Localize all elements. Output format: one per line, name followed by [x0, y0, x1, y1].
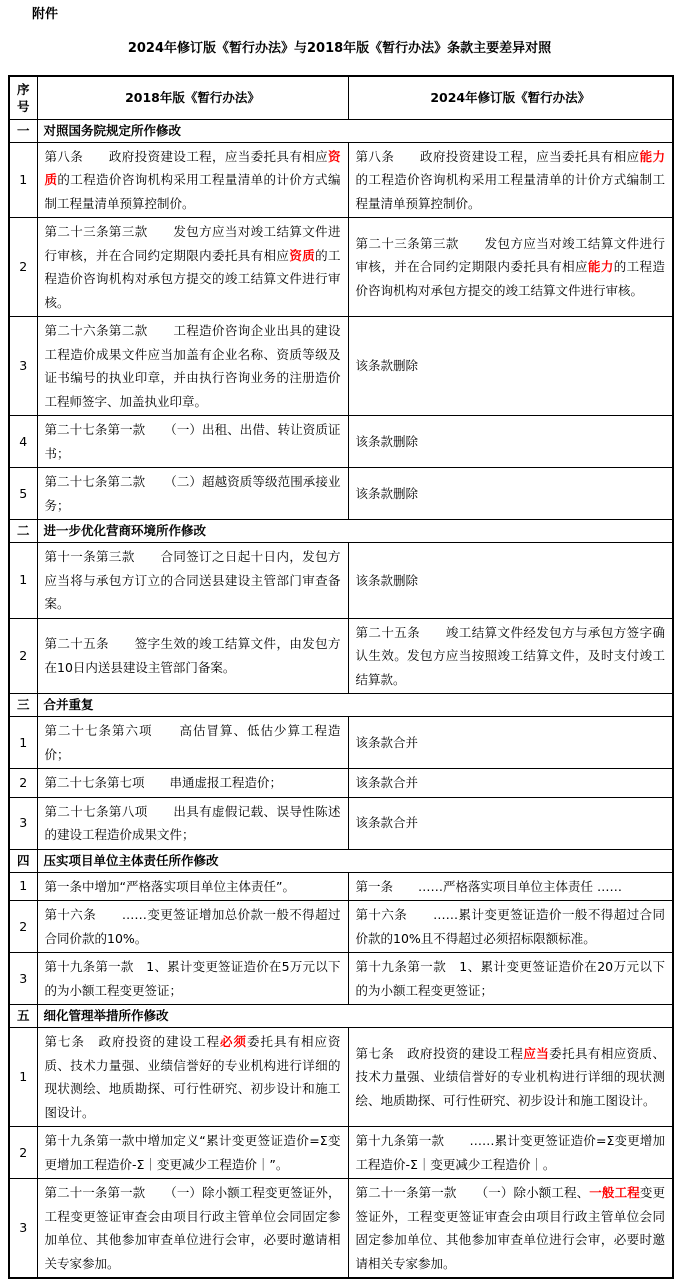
text-segment: 变更签证外，工程变更签证审查会由项目行政主管单位会同固定参加单位、其他参加审查单位进行会审，必要时邀请相关专家参加。 — [355, 1185, 665, 1271]
highlighted-term: 能力 — [639, 148, 665, 164]
table-row — [9, 218, 673, 317]
cell-2024-clause — [348, 797, 673, 849]
text-segment: 第一条 ……严格落实项目单位主体责任 …… — [355, 878, 622, 894]
cell-2024-clause — [348, 1179, 673, 1279]
text-segment: 第十六条 ……变更签证增加总价款一般不得超过合同价款的10%。 — [44, 907, 341, 946]
row-number: 2 — [9, 901, 37, 953]
section-row — [9, 119, 673, 142]
page-title: 2024年修订版《暂行办法》与2018年版《暂行办法》条款主要差异对照 — [127, 41, 552, 56]
table-row — [9, 797, 673, 849]
table-row — [9, 953, 673, 1005]
cell-2024-clause — [348, 953, 673, 1005]
table-row — [9, 872, 673, 901]
header-cell-2024: 2024年修订版《暂行办法》 — [348, 76, 673, 119]
section-row — [9, 1005, 673, 1028]
row-number: 1 — [9, 717, 37, 769]
text-segment: 第十九条第一款中增加定义“累计变更签证造价=Σ变更增加工程造价-Σ｜变更减少工程造价｜”。 — [44, 1133, 341, 1172]
table-row — [9, 717, 673, 769]
row-number: 2 — [9, 769, 37, 798]
text-segment: 第二十五条 竣工结算文件经发包方与承包方签字确认生效。发包方应当按照竣工结算文件，及时支付竣工结算款。 — [355, 624, 665, 687]
table-row — [9, 142, 673, 218]
cell-2018-clause — [37, 1179, 348, 1279]
section-row — [9, 520, 673, 543]
cell-2018-clause — [37, 317, 348, 416]
cell-2018-clause — [37, 142, 348, 218]
text-segment: 第七条 政府投资的建设工程 — [355, 1045, 524, 1061]
text-segment: 该条款删除 — [355, 572, 419, 588]
highlighted-term: 能力 — [587, 259, 614, 275]
section-title: 对照国务院规定所作修改 — [37, 119, 673, 142]
row-number: 1 — [9, 1028, 37, 1127]
text-segment: 该条款删除 — [355, 358, 419, 374]
cell-2018-clause — [37, 618, 348, 694]
row-number: 1 — [9, 543, 37, 619]
row-number: 5 — [9, 468, 37, 520]
section-number: 三 — [9, 694, 37, 717]
cell-2018-clause — [37, 543, 348, 619]
table-row — [9, 317, 673, 416]
text-segment: 第二十七条第六项 高估冒算、低估少算工程造价； — [44, 723, 341, 762]
row-number: 3 — [9, 1179, 37, 1279]
cell-2024-clause — [348, 416, 673, 468]
row-number: 1 — [9, 872, 37, 901]
text-segment: 该条款合并 — [355, 775, 419, 790]
text-segment: 第一条中增加“严格落实项目单位主体责任”。 — [44, 878, 295, 894]
text-segment: 第二十七条第七项 串通虚报工程造价； — [44, 775, 283, 790]
text-segment: 第二十三条第三款 发包方应当对竣工结算文件进行审核，并在合同约定期限内委托具有相应 — [44, 224, 341, 263]
cell-2018-clause — [37, 1127, 348, 1179]
section-number: 四 — [9, 849, 37, 872]
text-segment: 第十一条第三款 合同签订之日起十日内，发包方应当将与承包方订立的合同送县建设主管部门审查备案。 — [44, 549, 341, 611]
text-segment: 的工程造价咨询机构采用工程量清单的计价方式编制工程量清单预算控制价。 — [44, 172, 341, 211]
section-title: 合并重复 — [37, 694, 673, 717]
cell-2024-clause — [348, 618, 673, 694]
text-segment: 该条款删除 — [355, 485, 419, 501]
cell-2024-clause — [348, 1127, 673, 1179]
text-segment: 该条款合并 — [355, 815, 419, 831]
row-number: 3 — [9, 953, 37, 1005]
text-segment: 的工程造价咨询机构对承包方提交的竣工结算文件进行审核。 — [44, 247, 341, 310]
header-cell-no: 序号 — [9, 76, 37, 119]
section-number: 一 — [9, 119, 37, 142]
text-segment: 该条款合并 — [355, 734, 419, 750]
text-segment: 第八条 政府投资建设工程，应当委托具有相应 — [355, 148, 640, 164]
table-row — [9, 1127, 673, 1179]
text-segment: 第二十七条第二款 （二）超越资质等级范围承接业务； — [44, 474, 341, 513]
row-number: 3 — [9, 317, 37, 416]
cell-2018-clause — [37, 872, 348, 901]
text-segment: 的工程造价咨询机构对承包方提交的竣工结算文件进行审核。 — [355, 259, 665, 298]
header-cell-2018: 2018年版《暂行办法》 — [37, 76, 348, 119]
table-row — [9, 543, 673, 619]
row-number: 2 — [9, 1127, 37, 1179]
section-number: 二 — [9, 520, 37, 543]
row-number: 1 — [9, 142, 37, 218]
text-segment: 第二十七条第八项 出具有虚假记载、误导性陈述的建设工程造价成果文件； — [44, 803, 341, 842]
text-segment: 第十九条第一款 1、累计变更签证造价在20万元以下的为小额工程变更签证； — [355, 959, 665, 998]
highlighted-term: 资质 — [44, 148, 341, 187]
text-segment: 第二十三条第三款 发包方应当对竣工结算文件进行审核，并在合同约定期限内委托具有相应 — [355, 235, 665, 275]
cell-2018-clause — [37, 468, 348, 520]
text-segment: 第二十一条第一款 （一）除小额工程、 — [355, 1185, 590, 1200]
table-row — [9, 468, 673, 520]
cell-2024-clause — [348, 717, 673, 769]
cell-2018-clause — [37, 1028, 348, 1127]
highlighted-term: 一般工程 — [589, 1185, 640, 1200]
row-number: 3 — [9, 797, 37, 849]
section-title: 进一步优化营商环境所作修改 — [37, 520, 673, 543]
text-segment: 第二十七条第一款 （一）出租、出借、转让资质证书； — [44, 422, 341, 461]
table-row — [9, 1028, 673, 1127]
cell-2024-clause — [348, 468, 673, 520]
cell-2018-clause — [37, 416, 348, 468]
table-header-row — [9, 76, 673, 119]
cell-2018-clause — [37, 901, 348, 953]
highlighted-term: 必须 — [219, 1034, 247, 1049]
diff-table-body — [9, 119, 673, 1278]
cell-2018-clause — [37, 953, 348, 1005]
text-segment: 第八条 政府投资建设工程，应当委托具有相应 — [44, 148, 328, 164]
section-title: 细化管理举措所作修改 — [37, 1005, 673, 1028]
row-number: 2 — [9, 618, 37, 694]
table-row — [9, 901, 673, 953]
text-segment: 的工程造价咨询机构采用工程量清单的计价方式编制工程量清单预算控制价。 — [355, 172, 665, 211]
section-number: 五 — [9, 1005, 37, 1028]
table-row — [9, 618, 673, 694]
cell-2024-clause — [348, 317, 673, 416]
table-row — [9, 1179, 673, 1279]
text-segment: 第十六条 ……累计变更签证造价一般不得超过合同价款的10%且不得超过必须招标限额标准。 — [355, 907, 665, 946]
section-title: 压实项目单位主体责任所作修改 — [37, 849, 673, 872]
text-segment: 第二十一条第一款 （一）除小额工程变更签证外，工程变更签证审查会由项目行政主管单位会同固定参加单位、其他参加审查单位进行会审，必要时邀请相关专家参加。 — [44, 1185, 341, 1271]
text-segment: 第十九条第一款 1、累计变更签证造价在5万元以下的为小额工程变更签证； — [44, 959, 341, 998]
text-segment: 第七条 政府投资的建设工程 — [44, 1034, 220, 1049]
cell-2024-clause — [348, 218, 673, 317]
cell-2024-clause — [348, 901, 673, 953]
cell-2018-clause — [37, 769, 348, 798]
text-segment: 委托具有相应资质、技术力量强、业绩信誉好的专业机构进行详细的现状测绘、地质勘探、可行性研究、初步设计和施工图设计。 — [44, 1034, 341, 1120]
cell-2024-clause — [348, 543, 673, 619]
attachment-label: 附件 — [32, 7, 59, 22]
section-row — [9, 694, 673, 717]
table-row — [9, 416, 673, 468]
text-segment: 第十九条第一款 ……累计变更签证造价=Σ变更增加工程造价-Σ｜变更减少工程造价｜。 — [355, 1133, 665, 1172]
text-segment: 该条款删除 — [355, 433, 419, 449]
row-number: 4 — [9, 416, 37, 468]
text-segment: 第二十五条 签字生效的竣工结算文件，由发包方在10日内送县建设主管部门备案。 — [44, 636, 341, 675]
section-row — [9, 849, 673, 872]
cell-2024-clause — [348, 1028, 673, 1127]
cell-2018-clause — [37, 218, 348, 317]
cell-2018-clause — [37, 797, 348, 849]
table-row — [9, 769, 673, 798]
cell-2024-clause — [348, 142, 673, 218]
diff-table — [8, 75, 674, 1279]
cell-2024-clause — [348, 769, 673, 798]
highlighted-term: 资质 — [289, 247, 316, 263]
row-number: 2 — [9, 218, 37, 317]
highlighted-term: 应当 — [523, 1045, 550, 1061]
cell-2018-clause — [37, 717, 348, 769]
cell-2024-clause — [348, 872, 673, 901]
text-segment: 第二十六条第二款 工程造价咨询企业出具的建设工程造价成果文件应当加盖有企业名称、资质等级及证书编号的执业印章，并由执行咨询业务的注册造价工程师签字、加盖执业印章。 — [44, 323, 341, 409]
text-segment: 委托具有相应资质、技术力量强、业绩信誉好的专业机构进行详细的现状测绘、地质勘探、可行性研究、初步设计和施工图设计。 — [355, 1045, 665, 1108]
